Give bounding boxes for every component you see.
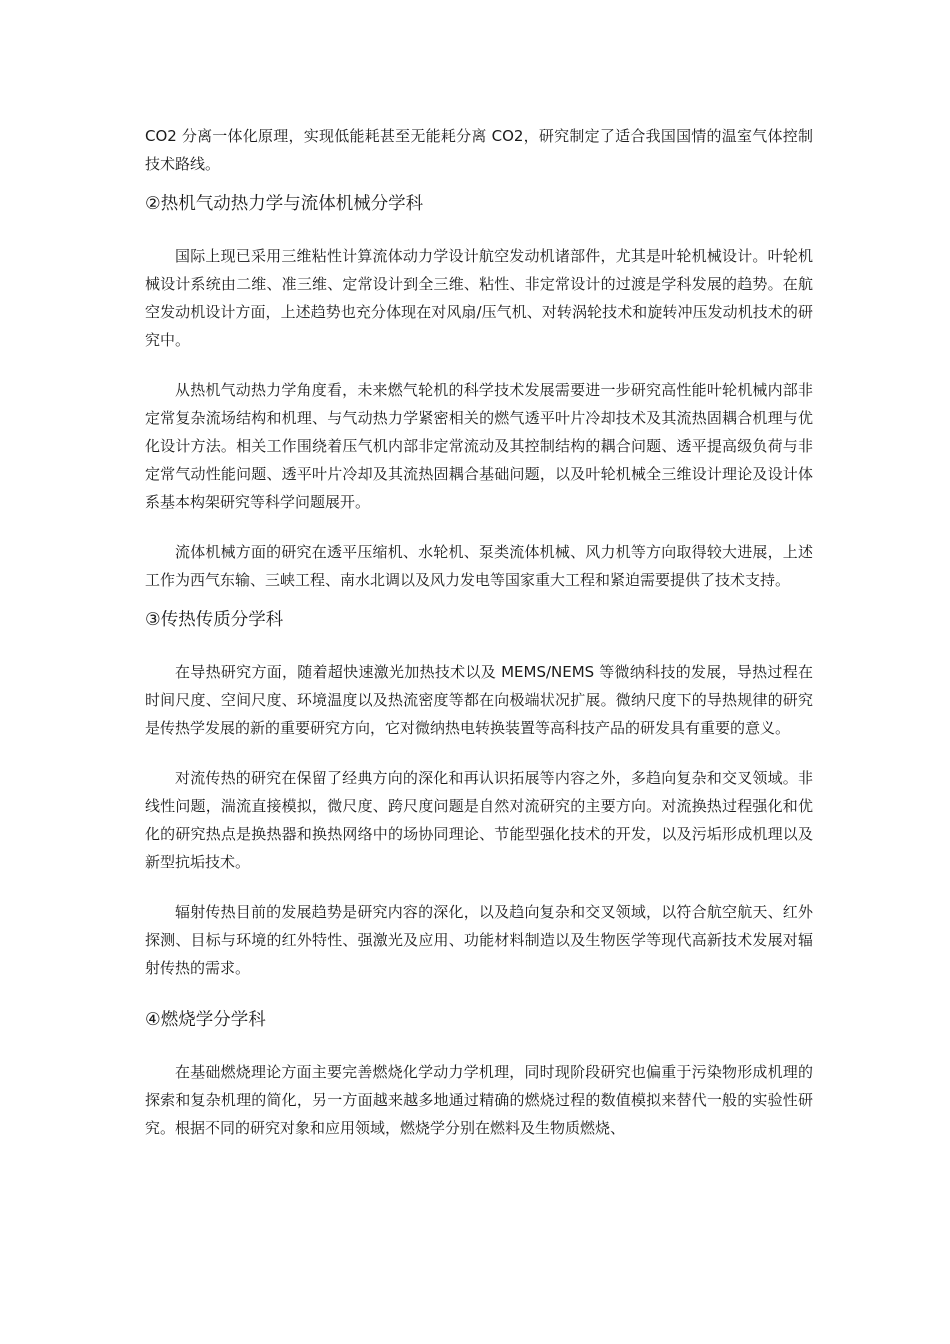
section-heading-heat-mass-transfer: ③传热传质分学科 — [145, 610, 284, 630]
paragraph-turbomachinery-design: 国际上现已采用三维粘性计算流体动力学设计航空发动机诸部件，尤其是叶轮机械设计。叶轮机械设计系统由二维、准三维、定常设计到全三维、粘性、非定常设计的过渡是学科发展的趋势。在航空发动机设计方面，上述趋势也充分体现在对风扇/压气机、对转涡轮技术和旋转冲压发动机技术的研究中。 — [145, 247, 813, 349]
paragraph-convection: 对流传热的研究在保留了经典方向的深化和再认识拓展等内容之外，多趋向复杂和交叉领域。非线性问题，湍流直接模拟，微尺度、跨尺度问题是自然对流研究的主要方向。对流换热过程强化和优化的研究热点是换热器和换热网络中的场协同理论、节能型强化技术的开发，以及污垢形成机理以及新型抗垢技术。 — [145, 769, 813, 871]
paragraph-heat-conduction: 在导热研究方面，随着超快速激光加热技术以及 MEMS/NEMS 等微纳科技的发展，导热过程在时间尺度、空间尺度、环境温度以及热流密度等都在向极端状况扩展。微纳尺度下的导热规律的研究是传热学发展的新的重要研究方向，它对微纳热电转换装置等高科技产品的研发具有重要的意义。 — [145, 663, 813, 737]
paragraph-fluid-machinery: 流体机械方面的研究在透平压缩机、水轮机、泵类流体机械、风力机等方向取得较大进展，上述工作为西气东输、三峡工程、南水北调以及风力发电等国家重大工程和紧迫需要提供了技术支持。 — [145, 543, 813, 589]
section-heading-aerothermodynamics: ②热机气动热力学与流体机械分学科 — [145, 194, 424, 214]
paragraph-co2-continued: CO2 分离一体化原理，实现低能耗甚至无能耗分离 CO2，研究制定了适合我国国情的温室气体控制技术路线。 — [145, 127, 813, 173]
paragraph-combustion-theory: 在基础燃烧理论方面主要完善燃烧化学动力学机理，同时现阶段研究也偏重于污染物形成机理的探索和复杂机理的简化，另一方面越来越多地通过精确的燃烧过程的数值模拟来替代一般的实验性研究。根据不同的研究对象和应用领域，燃烧学分别在燃料及生物质燃烧、 — [145, 1063, 813, 1137]
document-body — [145, 122, 813, 1142]
paragraph-gas-turbine-research: 从热机气动热力学角度看，未来燃气轮机的科学技术发展需要进一步研究高性能叶轮机械内部非定常复杂流场结构和机理、与气动热力学紧密相关的燃气透平叶片冷却技术及其流热固耦合机理与优化设计方法。相关工作围绕着压气机内部非定常流动及其控制结构的耦合问题、透平提高级负荷与非定常气动性能问题、透平叶片冷却及其流热固耦合基础问题，以及叶轮机械全三维设计理论及设计体系基本构架研究等科学问题展开。 — [145, 381, 813, 511]
paragraph-radiation: 辐射传热目前的发展趋势是研究内容的深化，以及趋向复杂和交叉领域，以符合航空航天、红外探测、目标与环境的红外特性、强激光及应用、功能材料制造以及生物医学等现代高新技术发展对辐射传热的需求。 — [145, 903, 813, 977]
section-heading-combustion: ④燃烧学分学科 — [145, 1010, 266, 1030]
